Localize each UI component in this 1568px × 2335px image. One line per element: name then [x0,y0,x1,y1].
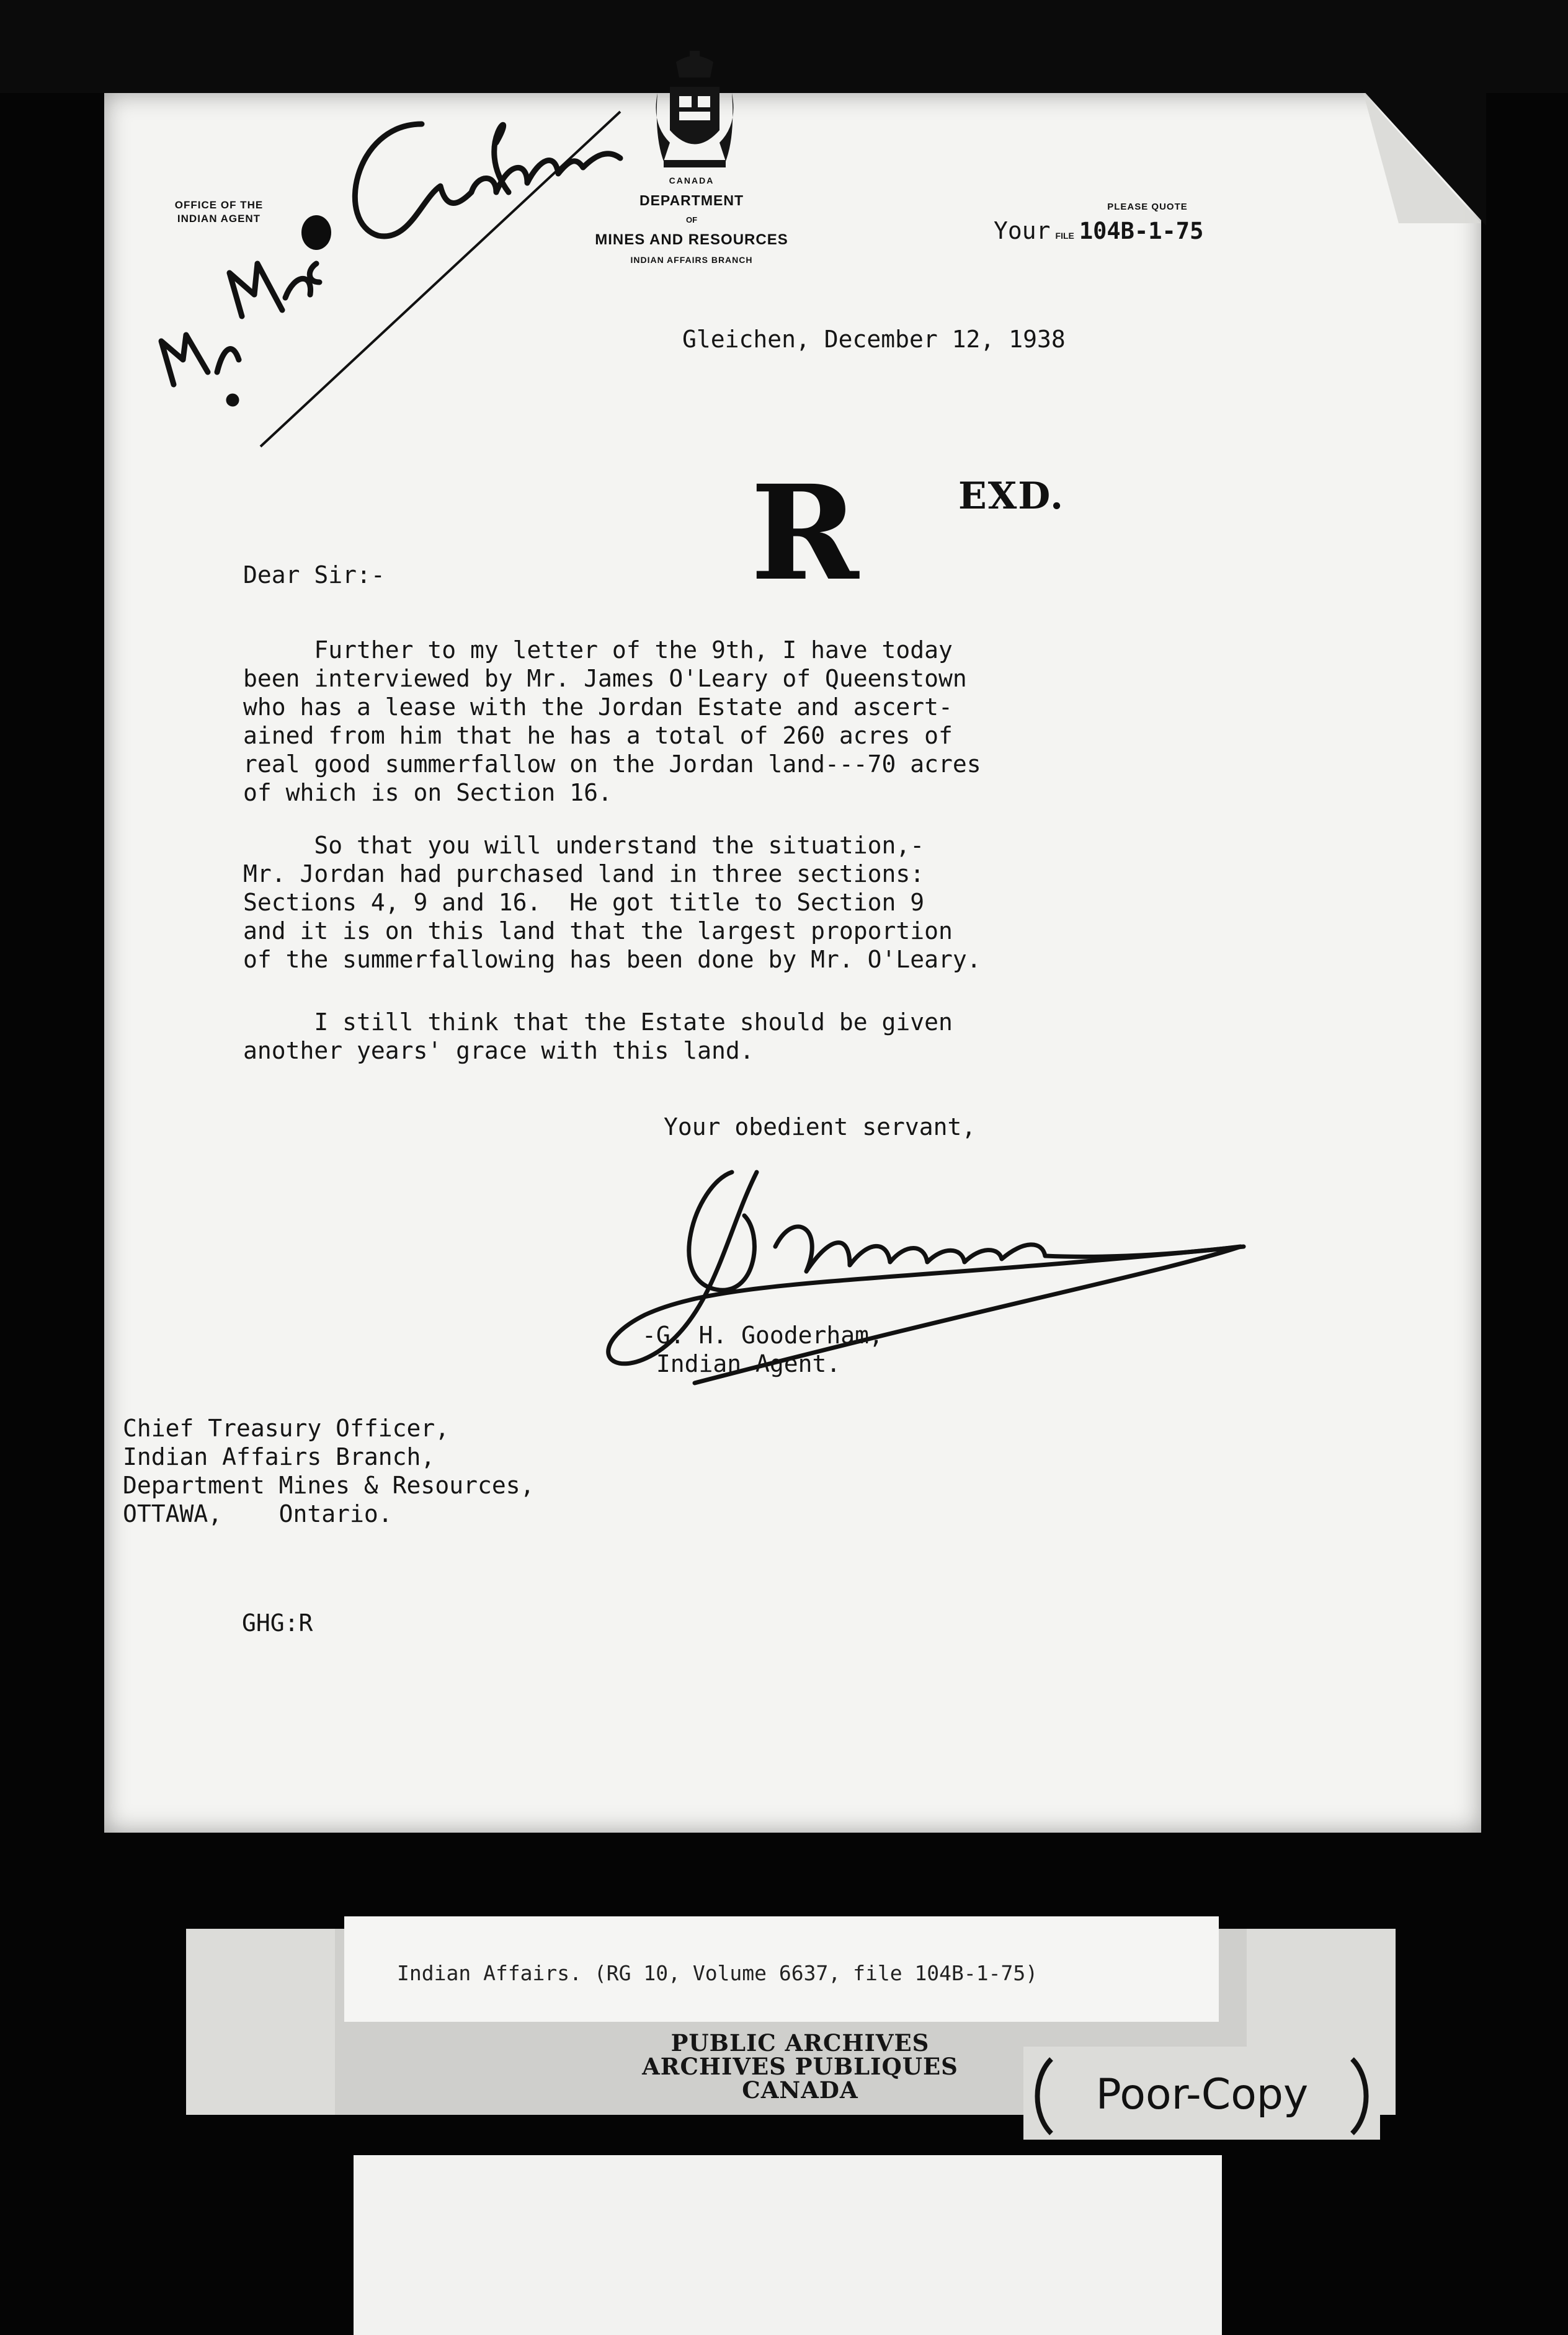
lower-blank-card [354,2155,1222,2335]
body-paragraph-3: I still think that the Estate should be given another years' grace with this land. [243,1008,953,1064]
poor-copy-stamp [1023,2047,1380,2140]
department-heading [561,171,822,270]
archives-line-1: PUBLIC ARCHIVES [670,2029,930,2057]
archive-label-left-tab [186,1929,335,2115]
file-label: FILE [1055,231,1074,241]
branch-label: INDIAN AFFAIRS BRANCH [630,255,753,265]
archives-line-2: ARCHIVES PUBLIQUES [642,2053,958,2080]
archives-line-3: CANADA [742,2076,858,2104]
body-paragraph-1: Further to my letter of the 9th, I have today been interviewed by Mr. James O'Leary of Queenstown who has a lease with the Jordan Estate and ascert- ained from him that he has a total of 260 acres of real good summerfallow on the Jordan land---70 acres of which is on Section 16. [243,636,981,806]
file-number: 104B-1-75 [1079,218,1204,244]
archive-reference-text: Indian Affairs. (RG 10, Volume 6637, file 104B-1-75) [397,1961,1038,1985]
file-reference [994,217,1203,244]
signatory-name-and-title: -G. H. Gooderham, Indian Agent. [642,1322,883,1377]
department-label: DEPARTMENT [639,192,744,208]
closing: Your obedient servant, [664,1113,976,1141]
body-paragraph-2: So that you will understand the situation,- Mr. Jordan had purchased land in three sections: Sections 4, 9 and 16. He got title to Section 9 and it is on this land that the largest proportion of the summerfallowing has been done by Mr. O'Leary. [243,832,981,973]
registered-stamp: R [751,456,859,610]
country-label: CANADA [669,176,715,185]
canada-coat-of-arms-icon [645,50,744,180]
office-label-line2: INDIAN AGENT [177,213,261,225]
poor-copy-text: Poor-Copy [1095,2070,1309,2119]
office-label-line1: OFFICE OF THE [174,199,264,211]
your-label: Your [994,217,1051,244]
dateline: Gleichen, December 12, 1938 [682,326,1066,353]
exd-stamp: EXD. [958,474,1065,518]
of-label: OF [685,215,698,225]
typist-initials: GHG:R [242,1609,313,1637]
ink-blot [298,211,335,254]
recipient-address: Chief Treasury Officer, Indian Affairs Branch, Department Mines & Resources, OTTAWA, Ontario. [123,1415,535,1528]
please-quote-label: PLEASE QUOTE [1107,202,1188,212]
public-archives-stamp [577,2031,1023,2102]
salutation: Dear Sir:- [243,561,385,589]
ministry-label: MINES AND RESOURCES [595,231,788,248]
office-of-indian-agent-label [160,198,278,226]
